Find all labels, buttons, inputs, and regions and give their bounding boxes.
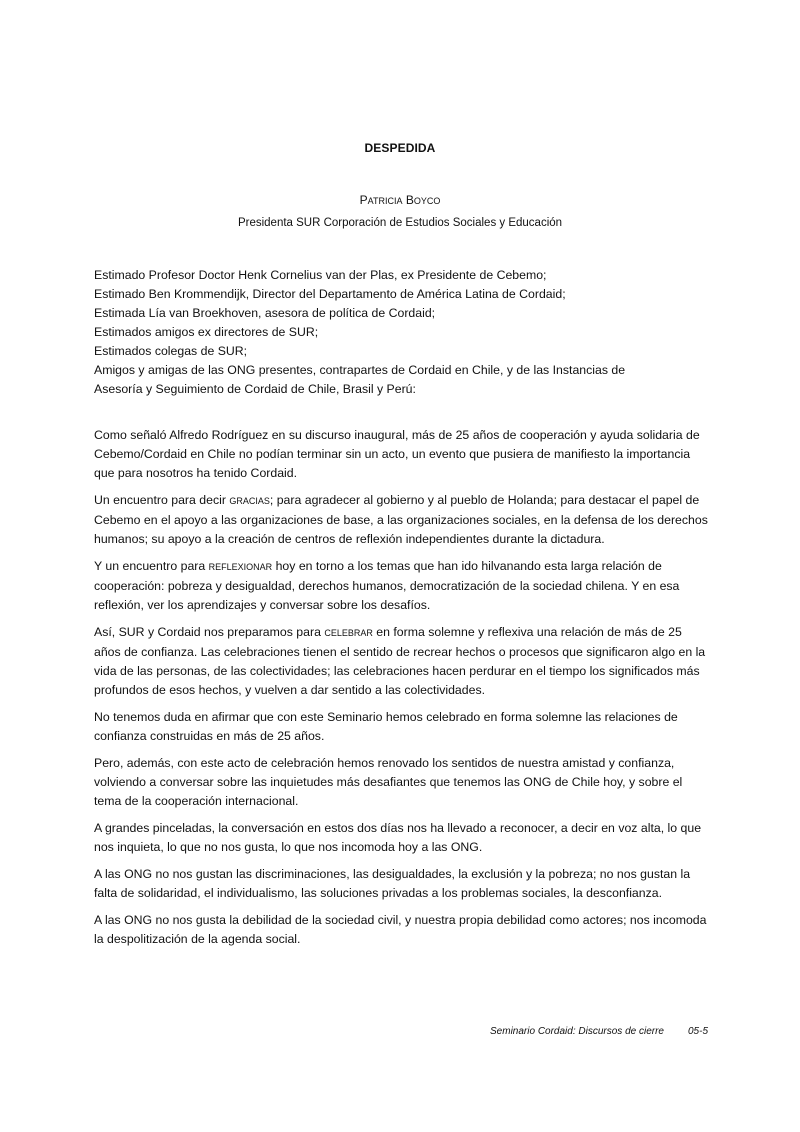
salutation-line: Estimados colegas de SUR; [94,344,248,358]
salutation-line: Estimado Ben Krommendijk, Director del Departamento de América Latina de Cordaid; [94,287,566,301]
paragraph-3-text-cont: hoy en torno a los temas que han ido hilvanando esta larga relación de cooperación: pobreza y desigualdad, derechos humanos, democratización de la sociedad chilena. Y en esa reflexión, ver los aprendizajes y conversar sobre los desafíos. [94,559,680,612]
paragraph-7: A grandes pinceladas, la conversación en estos dos días nos ha llevado a reconocer, a decir en voz alta, lo que nos inquieta, lo que no nos gusta, lo que nos incomoda hoy a las ONG. [94,821,702,854]
paragraph-9: A las ONG no nos gusta la debilidad de la sociedad civil, y nuestra propia debilidad como actores; nos incomoda la despolitización de la agenda social. [94,913,707,946]
paragraph-8: A las ONG no nos gustan las discriminaciones, las desigualdades, la exclusión y la pobreza; no nos gustan la falta de solidaridad, el individualismo, las soluciones privadas a los problemas sociales, la desconfianza. [94,867,691,900]
paragraph-2 [94,491,710,549]
footer-source: Seminario Cordaid: Discursos de cierre [490,1026,664,1037]
paragraph-2-text: Un encuentro para decir [94,493,230,507]
salutation-line: Amigos y amigas de las ONG presentes, contrapartes de Cordaid en Chile, y de las Instancias de [94,363,626,377]
page-footer [0,1026,708,1037]
author-first-rest: ATRICIA [367,196,403,206]
salutation-line: Estimada Lía van Broekhoven, asesora de política de Cordaid; [94,306,436,320]
body-text [94,426,710,957]
paragraph-1: Como señaló Alfredo Rodríguez en su discurso inaugural, más de 25 años de cooperación y ayuda solidaria de Cebemo/Cordaid en Chile no podían terminar sin un acto, un evento que pusiera de manifiesto la importancia que para nosotros ha tenido Cordaid. [94,428,700,480]
author-first-initial: P [359,193,368,207]
keyword-gracias: GRACIAS [229,496,270,506]
keyword-celebrar: CELEBRAR [324,628,373,638]
paragraph-2-text-cont: ; para agradecer al gobierno y al pueblo de Holanda; para destacar el papel de Cebemo en el apoyo a las organizaciones de base, a las organizaciones sociales, en la defensa de los derechos humanos; su apoyo a la creación de centros de reflexión independientes durante la dictadura. [94,493,708,546]
author-affiliation: Presidenta SUR Corporación de Estudios Sociales y Educación [237,217,563,229]
salutation-line: Estimados amigos ex directores de SUR; [94,325,319,339]
paragraph-3 [94,557,710,615]
paragraph-4-text: Así, SUR y Cordaid nos preparamos para [94,625,325,639]
author-name [0,193,800,207]
author-last-rest: OYCO [413,196,441,206]
document-title: DESPEDIDA [364,141,436,155]
paragraph-4-text-cont: en forma solemne y reflexiva una relación de más de 25 años de confianza. Las celebraciones tienen el sentido de recrear hechos o procesos que significaron algo en la vida de las personas, de las colectividades; las celebraciones hacen perdurar en el tiempo los significados más profundos de esos hechos, y vuelven a dar sentido a las colectividades. [94,625,706,697]
salutation-line: Estimado Profesor Doctor Henk Cornelius van der Plas, ex Presidente de Cebemo; [94,268,547,282]
paragraph-5: No tenemos duda en afirmar que con este Seminario hemos celebrado en forma solemne las relaciones de confianza construidas en más de 25 años. [94,710,678,743]
author-last-initial: B [405,193,414,207]
paragraph-6: Pero, además, con este acto de celebración hemos renovado los sentidos de nuestra amistad y confianza, volviendo a conversar sobre las inquietudes más desafiantes que tenemos las ONG de Chile hoy, y sobre el tema de la cooperación internacional. [94,756,683,808]
salutation-block [94,266,714,399]
salutation-line: Asesoría y Seguimiento de Cordaid de Chile, Brasil y Perú: [94,382,416,396]
page-number: 05-5 [687,1026,708,1037]
paragraph-4 [94,623,710,700]
paragraph-3-text: Y un encuentro para [94,559,209,573]
keyword-reflexionar: REFLEXIONAR [208,562,273,572]
